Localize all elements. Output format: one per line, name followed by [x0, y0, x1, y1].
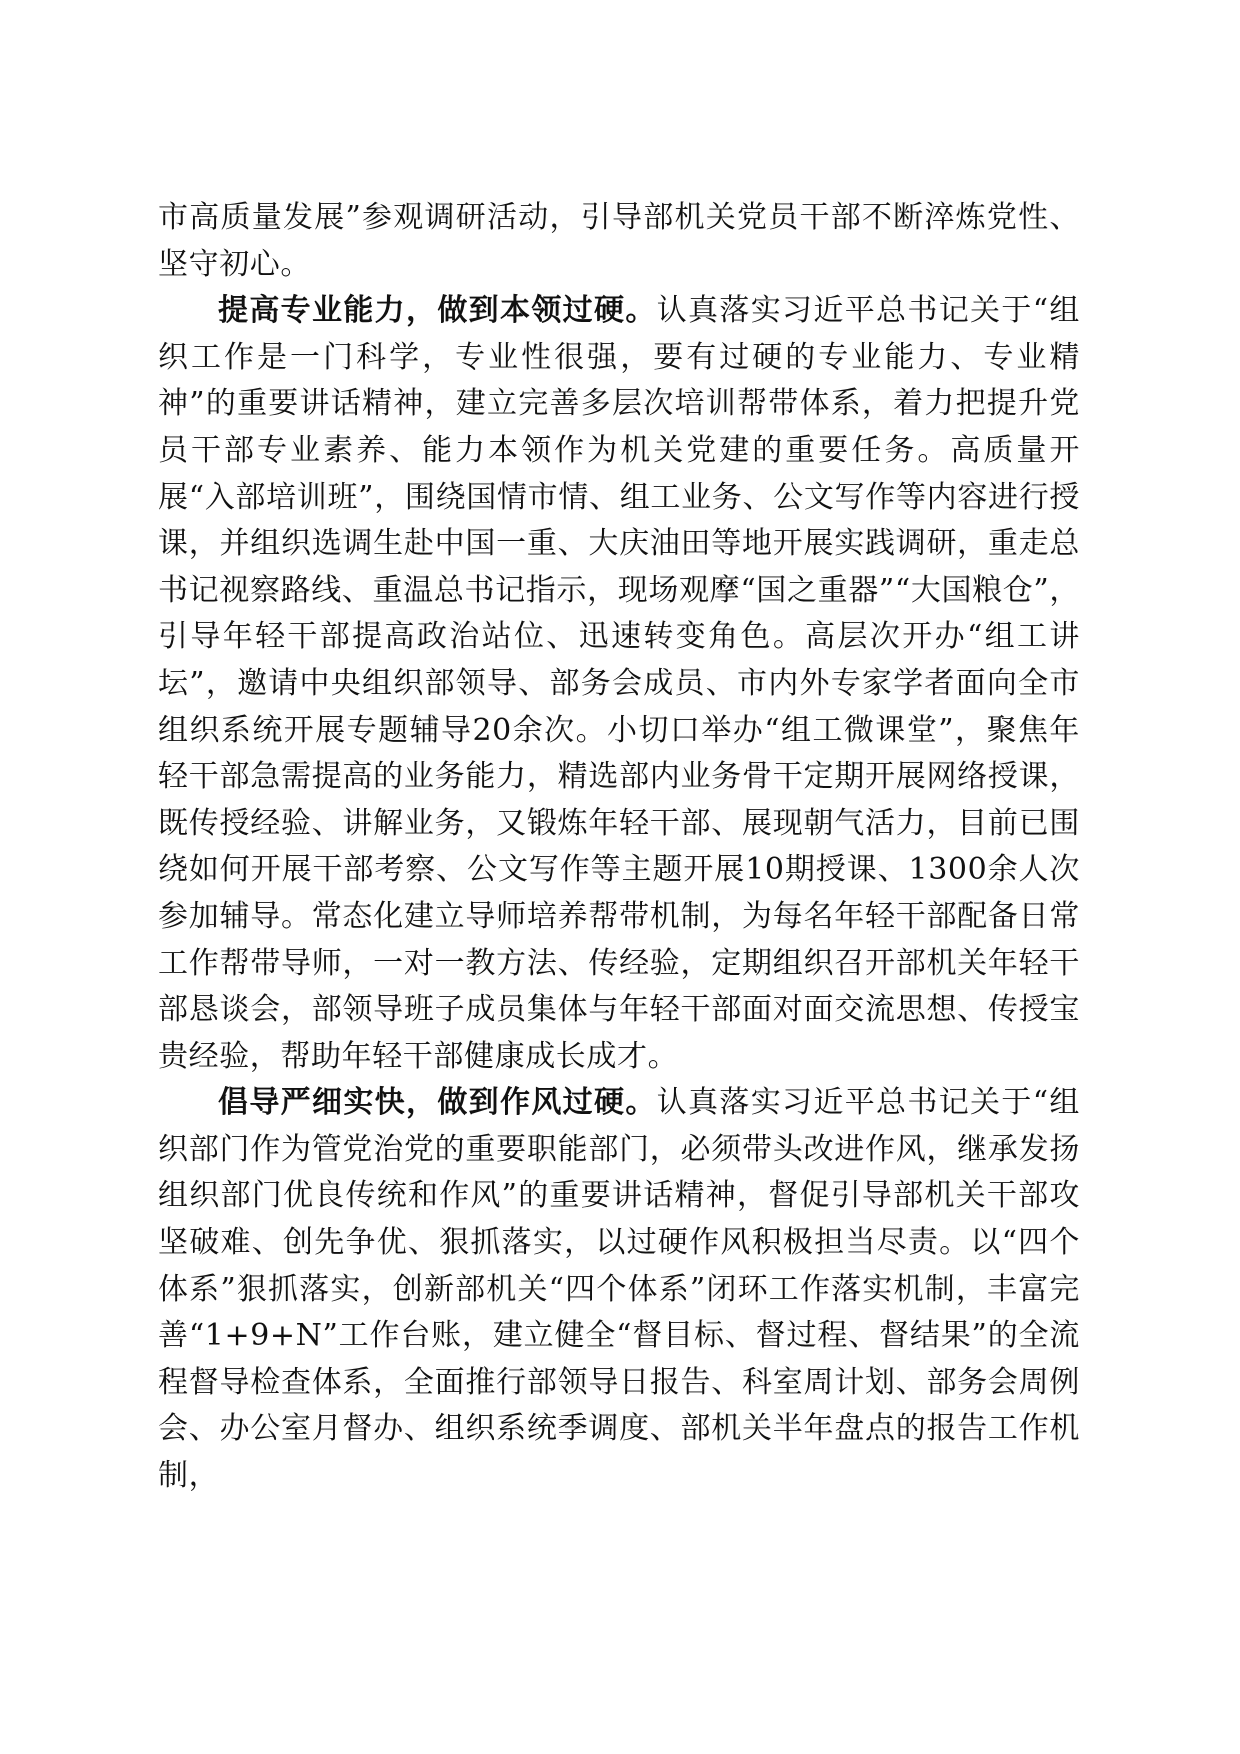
paragraph-continuation — [158, 195, 1080, 288]
paragraph-heading: 倡导严细实快，做到作风过硬。 — [218, 1085, 657, 1121]
paragraph-heading: 提高专业能力，做到本领过硬。 — [218, 293, 657, 329]
paragraph-text: 市高质量发展”参观调研活动，引导部机关党员干部不断淬炼党性、坚守初心。 — [158, 200, 1080, 282]
paragraph-text: 认真落实习近平总书记关于“组织工作是一门科学，专业性很强，要有过硬的专业能力、专业精神”的重要讲话精神，建立完善多层次培训帮带体系，着力把提升党员干部专业素养、能力本领作为机关党建的重要任务。高质量开展“入部培训班”，围绕国情市情、组工业务、公文写作等内容进行授课，并组织选调生赴中国一重、大庆油田等地开展实践调研，重走总书记视察路线、重温总书记指示，现场观摩“国之重器”“大国粮仓”，引导年轻干部提高政治站位、迅速转变角色。高层次开办“组工讲坛”，邀请中央组织部领导、部务会成员、市内外专家学者面向全市组织系统开展专题辅导20余次。小切口举办“组工微课堂”，聚焦年轻干部急需提高的业务能力，精选部内业务骨干定期开展网络授课，既传授经验、讲解业务，又锻炼年轻干部、展现朝气活力，目前已围绕如何开展干部考察、公文写作等主题开展10期授课、1300余人次参加辅导。常态化建立导师培养帮带机制，为每名年轻干部配备日常工作帮带导师，一对一教方法、传经验，定期组织召开部机关年轻干部恳谈会，部领导班子成员集体与年轻干部面对面交流思想、传授宝贵经验，帮助年轻干部健康成长成才。 — [158, 293, 1080, 1074]
document-body — [158, 195, 1080, 1500]
paragraph-text: 认真落实习近平总书记关于“组织部门作为管党治党的重要职能部门，必须带头改进作风，继承发扬组织部门优良传统和作风”的重要讲话精神，督促引导部机关干部攻坚破难、创先争优、狠抓落实，以过硬作风积极担当尽责。以“四个体系”狠抓落实，创新部机关“四个体系”闭环工作落实机制，丰富完善“1+9+N”工作台账，建立健全“督目标、督过程、督结果”的全流程督导检查体系，全面推行部领导日报告、科室周计划、部务会周例会、办公室月督办、组织系统季调度、部机关半年盘点的报告工作机制， — [158, 1085, 1080, 1494]
paragraph-professional-ability — [158, 288, 1080, 1080]
paragraph-work-style — [158, 1080, 1080, 1499]
